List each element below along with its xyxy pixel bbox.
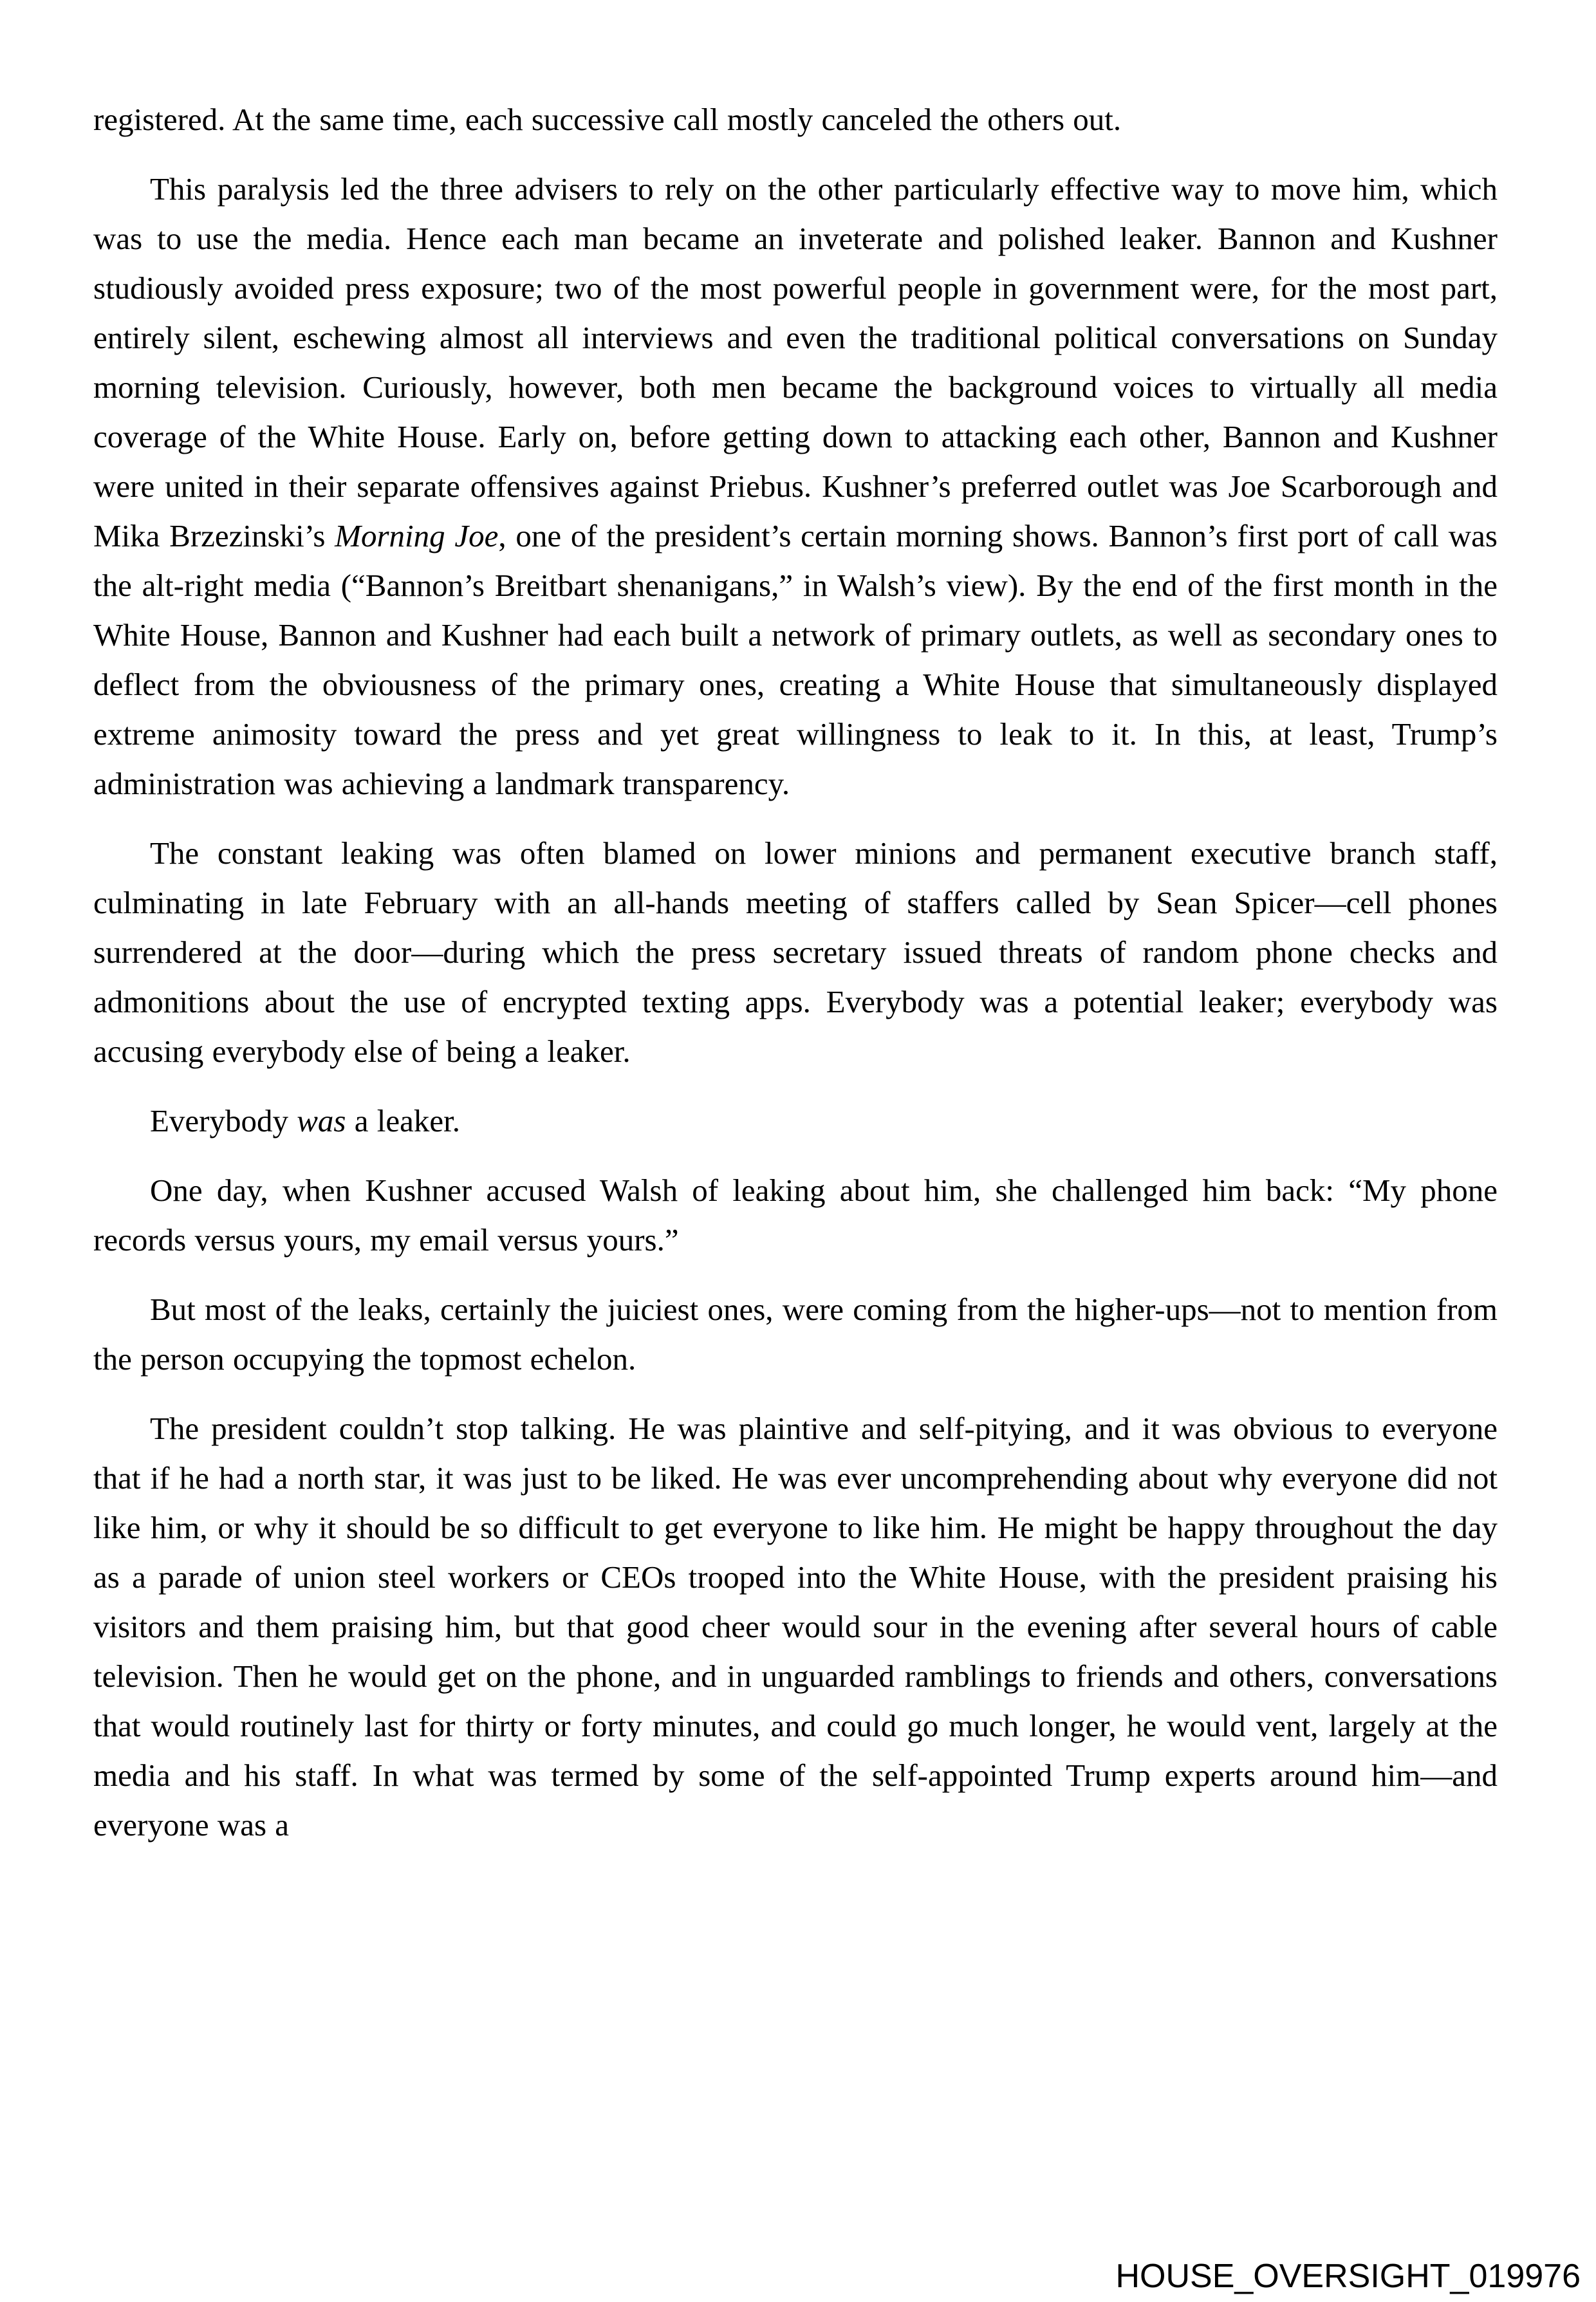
bates-number: HOUSE_OVERSIGHT_019976 (1115, 2258, 1581, 2295)
paragraph (93, 1285, 1498, 1384)
text-run: Everybody (150, 1103, 297, 1138)
italic-text-run: Morning Joe (335, 518, 499, 553)
text-run: But most of the leaks, certainly the juiciest ones, were coming from the higher-ups—not to mention from the person occupying the topmost echelon. (93, 1292, 1498, 1377)
text-run: , one of the president’s certain morning shows. Bannon’s first port of call was the alt-right media (“Bannon’s Breitbart shenanigans,” in Walsh’s view). By the end of the first month in the White House, Bannon and Kushner had each built a network of primary outlets, as well as secondary ones to deflect from the obviousness of the primary ones, creating a White House that simultaneously displayed extreme animosity toward the press and yet great willingness to leak to it. In this, at least, Trump’s administration was achieving a landmark transparency. (93, 518, 1498, 801)
text-run: The president couldn’t stop talking. He was plaintive and self-pitying, and it was obvious to everyone that if he had a north star, it was just to be liked. He was ever uncomprehending about why everyone did not like him, or why it should be so difficult to get everyone to like him. He might be happy throughout the day as a parade of union steel workers or CEOs trooped into the White House, with the president praising his visitors and them praising him, but that good cheer would sour in the evening after several hours of cable television. Then he would get on the phone, and in unguarded ramblings to friends and others, conversations that would routinely last for thirty or forty minutes, and could go much longer, he would vent, largely at the media and his staff. In what was termed by some of the self-appointed Trump experts around him—and everyone was a (93, 1411, 1498, 1843)
text-run: One day, when Kushner accused Walsh of leaking about him, she challenged him back: “My phone records versus yours, my email versus yours.” (93, 1173, 1498, 1258)
paragraph (93, 164, 1498, 808)
text-run: The constant leaking was often blamed on lower minions and permanent executive branch staff, culminating in late February with an all-hands meeting of staffers called by Sean Spicer—cell phones surrendered at the door—during which the press secretary issued threats of random phone checks and admonitions about the use of encrypted texting apps. Everybody was a potential leaker; everybody was accusing everybody else of being a leaker. (93, 835, 1498, 1069)
text-run: a leaker. (346, 1103, 460, 1138)
text-run: This paralysis led the three advisers to rely on the other particularly effective way to move him, which was to use the media. Hence each man became an inveterate and polished leaker. Bannon and Kushner studiously avoided press exposure; two of the most powerful people in government were, for the most part, entirely silent, eschewing almost all interviews and even the traditional political conversations on Sunday morning television. Curiously, however, both men became the background voices to virtually all media coverage of the White House. Early on, before getting down to attacking each other, Bannon and Kushner were united in their separate offensives against Priebus. Kushner’s preferred outlet was Joe Scarborough and Mika Brzezinski’s (93, 171, 1498, 553)
paragraph (93, 1165, 1498, 1265)
paragraph (93, 828, 1498, 1076)
page-text (93, 95, 1498, 1870)
text-run: registered. At the same time, each successive call mostly canceled the others out. (93, 102, 1122, 137)
italic-text-run: was (297, 1103, 346, 1138)
paragraph (93, 1096, 1498, 1146)
paragraph (93, 1404, 1498, 1850)
paragraph (93, 95, 1498, 144)
